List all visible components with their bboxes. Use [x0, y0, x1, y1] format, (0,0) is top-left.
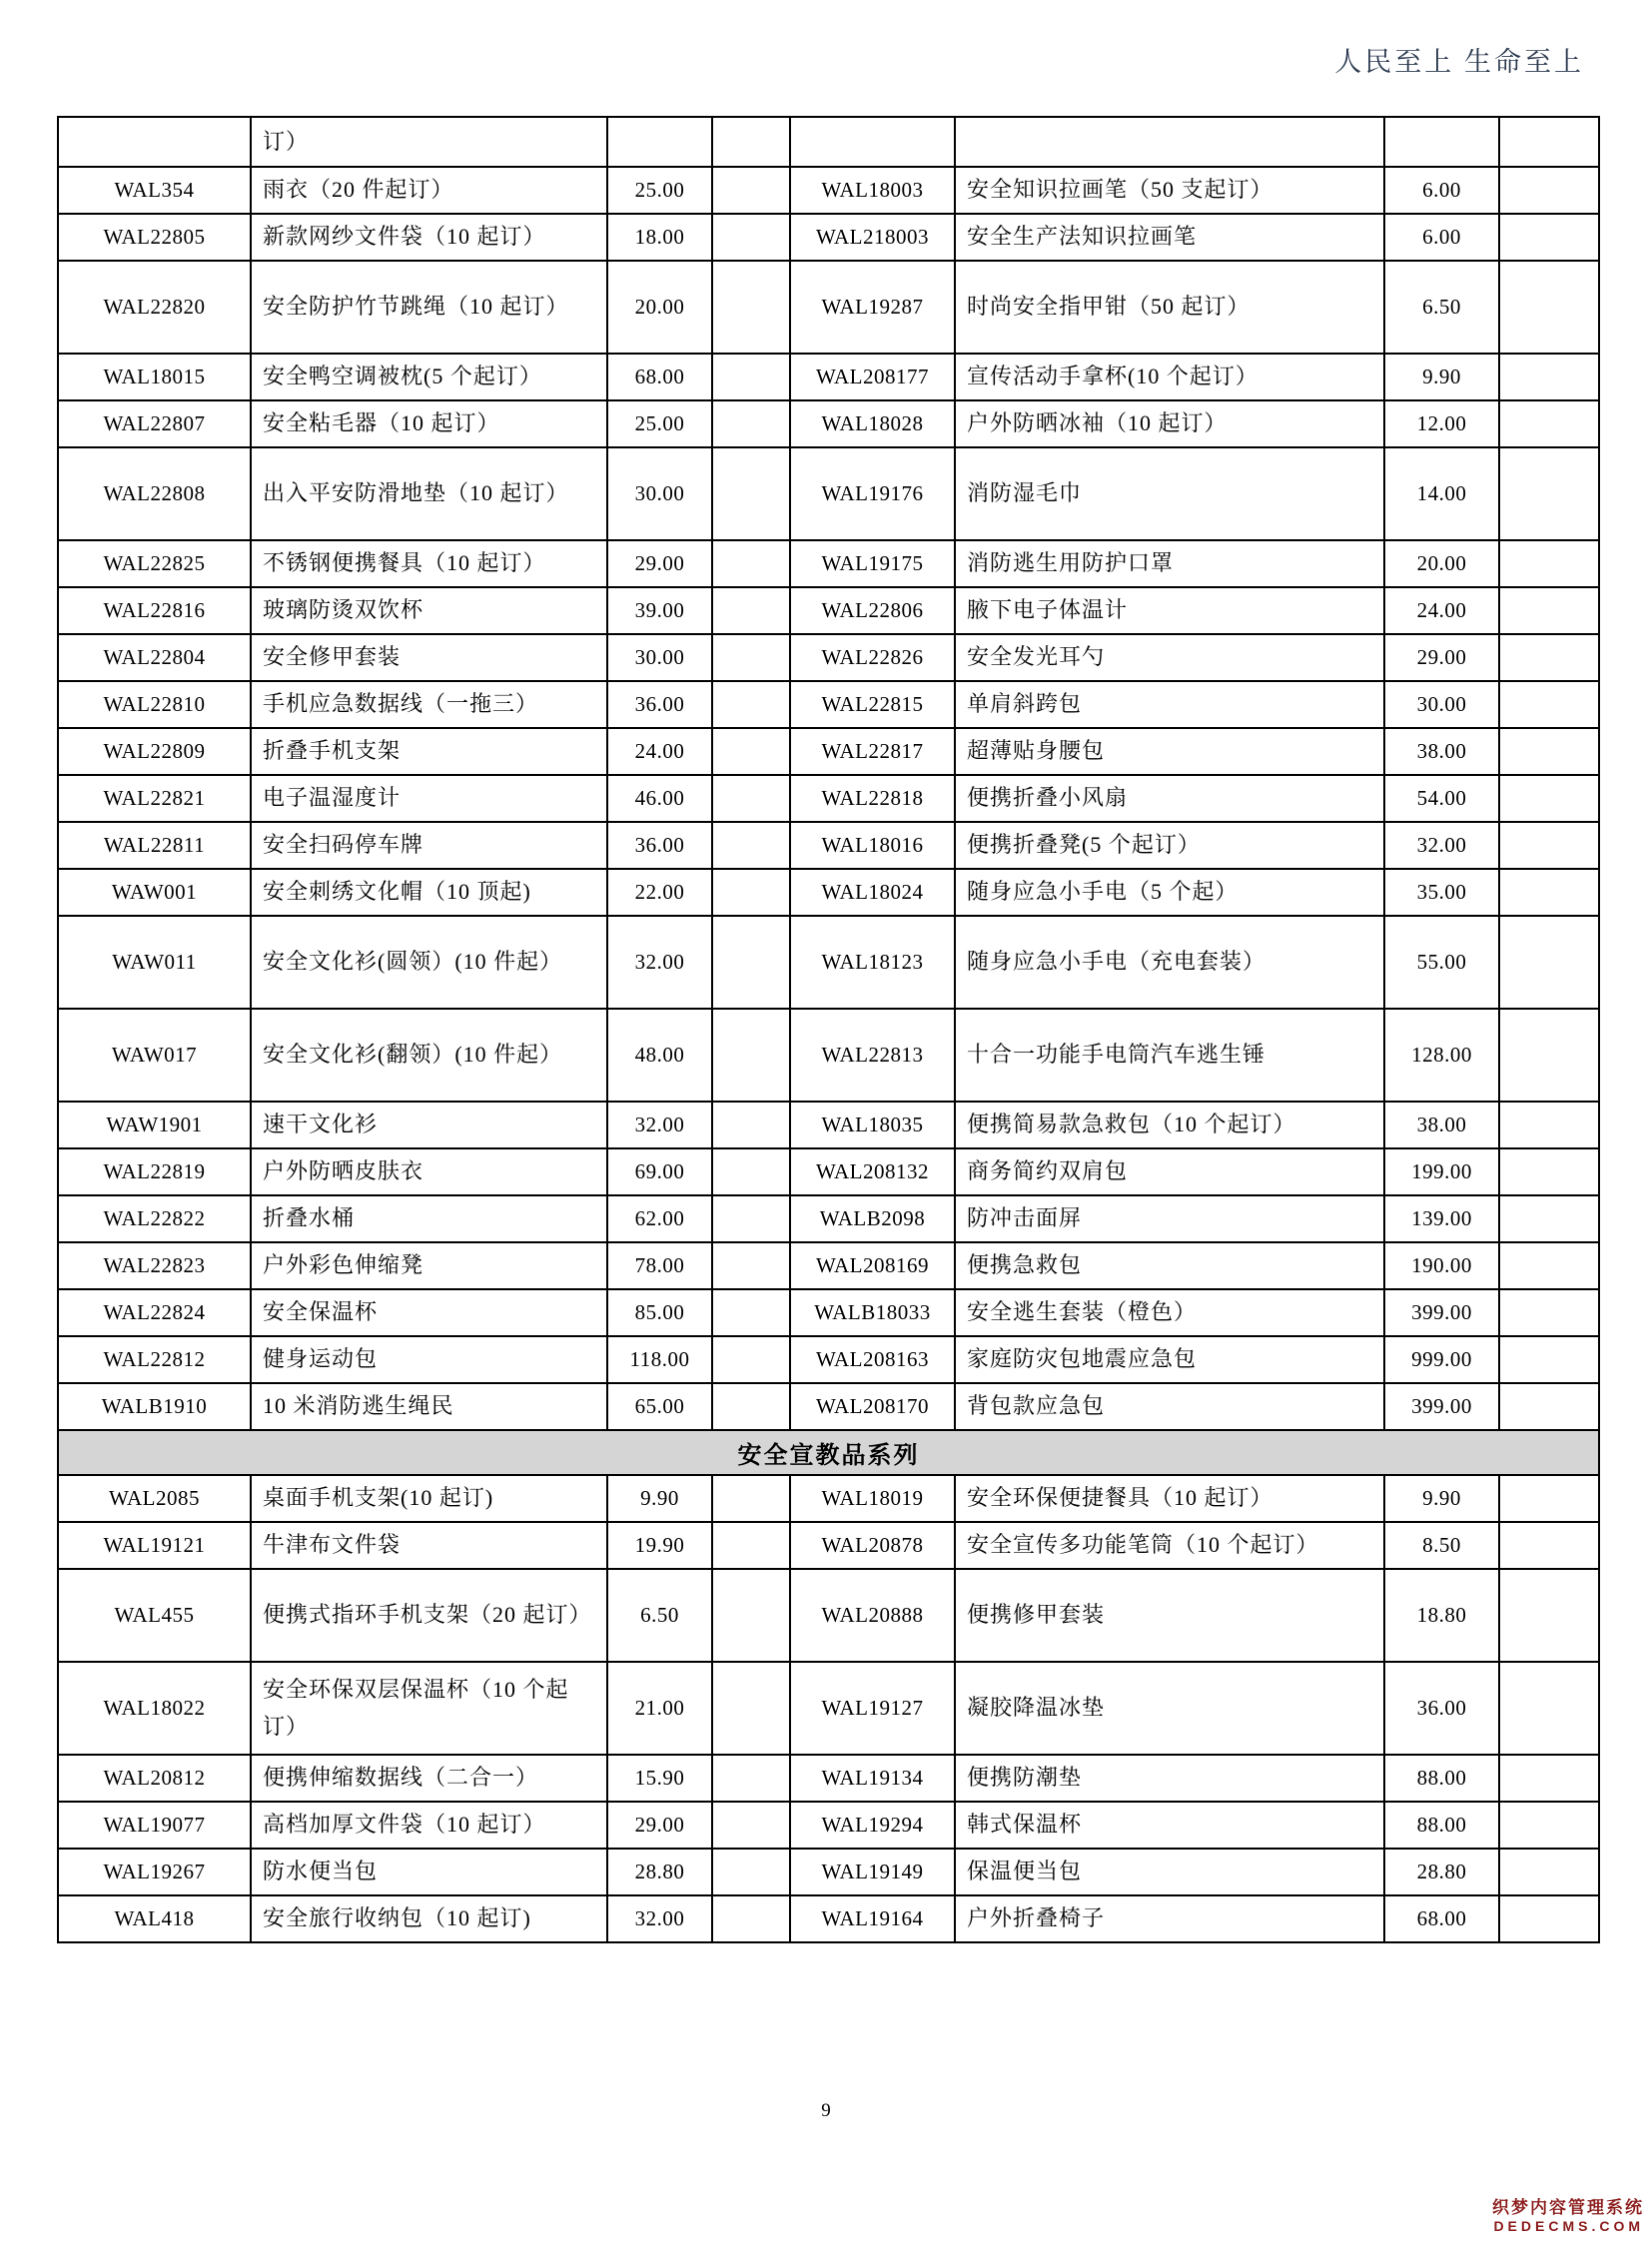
page-header-slogan: 人民至上 生命至上 [1334, 47, 1584, 77]
product-code: WAL22821 [58, 775, 251, 822]
empty-cell [712, 1849, 790, 1895]
product-price: 78.00 [607, 1242, 712, 1289]
product-name: 高档加厚文件袋（10 起订） [251, 1802, 607, 1849]
product-price: 36.00 [607, 681, 712, 728]
product-code: WAL22825 [58, 540, 251, 587]
product-name: 安全环保双层保温杯（10 个起订） [251, 1662, 607, 1755]
product-price: 88.00 [1384, 1802, 1499, 1849]
empty-cell [1499, 214, 1599, 261]
product-price: 30.00 [607, 447, 712, 540]
table-row [58, 354, 1599, 400]
product-name: 安全文化衫(圆领）(10 件起） [251, 916, 607, 1009]
product-code: WAL208170 [790, 1383, 955, 1430]
empty-cell [1499, 1242, 1599, 1289]
product-price: 30.00 [1384, 681, 1499, 728]
product-price: 29.00 [607, 1802, 712, 1849]
product-code: WAL22806 [790, 587, 955, 634]
product-name: 雨衣（20 件起订） [251, 167, 607, 214]
product-price: 68.00 [1384, 1895, 1499, 1942]
product-price: 39.00 [607, 587, 712, 634]
empty-cell [1499, 1522, 1599, 1569]
empty-cell [712, 587, 790, 634]
empty-cell [1499, 916, 1599, 1009]
empty-cell [1499, 540, 1599, 587]
table-row [58, 540, 1599, 587]
empty-cell [1499, 1195, 1599, 1242]
product-code: WAL22820 [58, 261, 251, 354]
product-name: 户外防晒皮肤衣 [251, 1148, 607, 1195]
table-row [58, 1569, 1599, 1662]
product-code: WAL22809 [58, 728, 251, 775]
product-code: WAL18016 [790, 822, 955, 869]
product-code: WAL19121 [58, 1522, 251, 1569]
empty-cell [1499, 1289, 1599, 1336]
product-code: WAL22813 [790, 1009, 955, 1102]
product-name: 健身运动包 [251, 1336, 607, 1383]
table-row [58, 400, 1599, 447]
product-price: 55.00 [1384, 916, 1499, 1009]
product-code: WAL19077 [58, 1802, 251, 1849]
table-row [58, 1289, 1599, 1336]
product-code: WAL18123 [790, 916, 955, 1009]
product-price: 25.00 [607, 167, 712, 214]
product-price: 38.00 [1384, 1102, 1499, 1148]
product-code: WAL22818 [790, 775, 955, 822]
product-code: WAL22817 [790, 728, 955, 775]
product-name: 背包款应急包 [955, 1383, 1384, 1430]
product-code: WAL22811 [58, 822, 251, 869]
product-price: 6.50 [607, 1569, 712, 1662]
empty-cell [712, 869, 790, 916]
table-row [58, 822, 1599, 869]
table-row [58, 1802, 1599, 1849]
empty-cell [712, 447, 790, 540]
product-name: 超薄贴身腰包 [955, 728, 1384, 775]
product-name: 桌面手机支架(10 起订) [251, 1475, 607, 1522]
product-code: WAL18003 [790, 167, 955, 214]
product-price: 32.00 [1384, 822, 1499, 869]
table-row [58, 1242, 1599, 1289]
table-row [58, 447, 1599, 540]
product-price: 32.00 [607, 916, 712, 1009]
product-code: WAL20888 [790, 1569, 955, 1662]
product-name: 电子温湿度计 [251, 775, 607, 822]
product-code: WAL19267 [58, 1849, 251, 1895]
product-name: 时尚安全指甲钳（50 起订） [955, 261, 1384, 354]
product-name: 新款网纱文件袋（10 起订） [251, 214, 607, 261]
product-code: WAL22822 [58, 1195, 251, 1242]
product-price: 88.00 [1384, 1755, 1499, 1802]
empty-cell [1499, 1148, 1599, 1195]
product-name: 宣传活动手拿杯(10 个起订） [955, 354, 1384, 400]
table-row [58, 681, 1599, 728]
product-price: 38.00 [1384, 728, 1499, 775]
price-table-body [58, 117, 1599, 1942]
empty-cell [712, 1242, 790, 1289]
product-code: WAL455 [58, 1569, 251, 1662]
empty-cell [712, 354, 790, 400]
product-price: 68.00 [607, 354, 712, 400]
product-price: 25.00 [607, 400, 712, 447]
product-name: 随身应急小手电（5 个起） [955, 869, 1384, 916]
empty-cell [1499, 587, 1599, 634]
product-name [955, 117, 1384, 167]
product-code: WAL19127 [790, 1662, 955, 1755]
product-price: 30.00 [607, 634, 712, 681]
table-row [58, 1662, 1599, 1755]
product-price: 24.00 [1384, 587, 1499, 634]
product-price: 199.00 [1384, 1148, 1499, 1195]
empty-cell [712, 1895, 790, 1942]
product-code: WAL20812 [58, 1755, 251, 1802]
product-name: 随身应急小手电（充电套装） [955, 916, 1384, 1009]
product-code: WAL22805 [58, 214, 251, 261]
product-code: WAL208163 [790, 1336, 955, 1383]
table-row [58, 728, 1599, 775]
empty-cell [712, 1148, 790, 1195]
product-code: WAL22819 [58, 1148, 251, 1195]
product-name: 腋下电子体温计 [955, 587, 1384, 634]
product-code [58, 117, 251, 167]
product-code [790, 117, 955, 167]
product-code: WAL418 [58, 1895, 251, 1942]
product-name: 便携简易款急救包（10 个起订） [955, 1102, 1384, 1148]
product-name: 便携折叠小风扇 [955, 775, 1384, 822]
empty-cell [1499, 447, 1599, 540]
product-price: 46.00 [607, 775, 712, 822]
empty-cell [712, 1802, 790, 1849]
product-code: WAL22824 [58, 1289, 251, 1336]
page-number: 9 [821, 2100, 831, 2121]
product-code: WALB2098 [790, 1195, 955, 1242]
product-code: WAW001 [58, 869, 251, 916]
empty-cell [1499, 1336, 1599, 1383]
table-row [58, 214, 1599, 261]
product-code: WAW1901 [58, 1102, 251, 1148]
empty-cell [712, 1569, 790, 1662]
empty-cell [712, 1662, 790, 1755]
product-price: 6.00 [1384, 167, 1499, 214]
empty-cell [712, 1522, 790, 1569]
empty-cell [712, 822, 790, 869]
product-name: 户外折叠椅子 [955, 1895, 1384, 1942]
product-code: WAL22804 [58, 634, 251, 681]
empty-cell [712, 214, 790, 261]
product-code: WAL19287 [790, 261, 955, 354]
product-name: 安全刺绣文化帽（10 顶起) [251, 869, 607, 916]
product-price: 35.00 [1384, 869, 1499, 916]
product-price: 9.90 [1384, 1475, 1499, 1522]
empty-cell [1499, 1849, 1599, 1895]
product-price: 6.00 [1384, 214, 1499, 261]
empty-cell [712, 261, 790, 354]
empty-cell [712, 775, 790, 822]
empty-cell [1499, 775, 1599, 822]
empty-cell [1499, 1569, 1599, 1662]
empty-cell [1499, 261, 1599, 354]
empty-cell [712, 1102, 790, 1148]
product-code: WAL20878 [790, 1522, 955, 1569]
product-name: 不锈钢便携餐具（10 起订） [251, 540, 607, 587]
product-name: 户外彩色伸缩凳 [251, 1242, 607, 1289]
product-code: WAL22816 [58, 587, 251, 634]
empty-cell [1499, 354, 1599, 400]
product-price: 24.00 [607, 728, 712, 775]
product-name: 订） [251, 117, 607, 167]
product-name: 安全文化衫(翻领）(10 件起） [251, 1009, 607, 1102]
empty-cell [1499, 1475, 1599, 1522]
empty-cell [1499, 1802, 1599, 1849]
table-row [58, 1895, 1599, 1942]
product-code: WAL22826 [790, 634, 955, 681]
cms-watermark-domain: DEDECMS.COM [1493, 2218, 1644, 2234]
product-price: 29.00 [1384, 634, 1499, 681]
product-code: WAL22810 [58, 681, 251, 728]
product-code: WAL2085 [58, 1475, 251, 1522]
product-price: 85.00 [607, 1289, 712, 1336]
product-code: WAL18028 [790, 400, 955, 447]
product-price: 21.00 [607, 1662, 712, 1755]
empty-cell [1499, 869, 1599, 916]
product-name: 安全鸭空调被枕(5 个起订） [251, 354, 607, 400]
empty-cell [712, 540, 790, 587]
empty-cell [712, 167, 790, 214]
product-name: 安全发光耳勺 [955, 634, 1384, 681]
product-name: 便携急救包 [955, 1242, 1384, 1289]
product-name: 便携折叠凳(5 个起订） [955, 822, 1384, 869]
product-code: WAL19175 [790, 540, 955, 587]
product-name: 保温便当包 [955, 1849, 1384, 1895]
product-price: 399.00 [1384, 1383, 1499, 1430]
product-code: WALB18033 [790, 1289, 955, 1336]
table-row [58, 916, 1599, 1009]
product-price: 19.90 [607, 1522, 712, 1569]
product-code: WAL19164 [790, 1895, 955, 1942]
table-row [58, 775, 1599, 822]
product-name: 安全生产法知识拉画笔 [955, 214, 1384, 261]
empty-cell [712, 681, 790, 728]
product-name: 安全扫码停车牌 [251, 822, 607, 869]
product-price: 8.50 [1384, 1522, 1499, 1569]
empty-cell [1499, 1102, 1599, 1148]
product-code: WAL354 [58, 167, 251, 214]
product-price: 65.00 [607, 1383, 712, 1430]
product-name: 安全宣传多功能笔筒（10 个起订） [955, 1522, 1384, 1569]
product-name: 便携式指环手机支架（20 起订） [251, 1569, 607, 1662]
product-price: 69.00 [607, 1148, 712, 1195]
product-name: 安全防护竹节跳绳（10 起订） [251, 261, 607, 354]
table-row [58, 1336, 1599, 1383]
product-name: 便携伸缩数据线（二合一） [251, 1755, 607, 1802]
product-price: 36.00 [607, 822, 712, 869]
product-price: 32.00 [607, 1102, 712, 1148]
table-row [58, 587, 1599, 634]
empty-cell [1499, 822, 1599, 869]
product-code: WAL218003 [790, 214, 955, 261]
product-name: 牛津布文件袋 [251, 1522, 607, 1569]
product-name: 安全粘毛器（10 起订） [251, 400, 607, 447]
product-price: 28.80 [1384, 1849, 1499, 1895]
product-price [1384, 117, 1499, 167]
product-code: WAL208177 [790, 354, 955, 400]
product-price: 32.00 [607, 1895, 712, 1942]
product-code: WAL18015 [58, 354, 251, 400]
product-name: 安全保温杯 [251, 1289, 607, 1336]
table-row [58, 167, 1599, 214]
product-name: 折叠水桶 [251, 1195, 607, 1242]
table-row [58, 1522, 1599, 1569]
product-name: 消防逃生用防护口罩 [955, 540, 1384, 587]
table-row [58, 1475, 1599, 1522]
cms-watermark-text: 织梦内容管理系统 [1492, 2198, 1644, 2217]
empty-cell [1499, 728, 1599, 775]
empty-cell [712, 916, 790, 1009]
product-code: WAL19134 [790, 1755, 955, 1802]
table-row [58, 1849, 1599, 1895]
product-name: 商务简约双肩包 [955, 1148, 1384, 1195]
table-row [58, 1383, 1599, 1430]
product-price: 48.00 [607, 1009, 712, 1102]
product-price [607, 117, 712, 167]
product-code: WAW017 [58, 1009, 251, 1102]
product-name: 安全旅行收纳包（10 起订) [251, 1895, 607, 1942]
product-name: 防冲击面屏 [955, 1195, 1384, 1242]
empty-cell [712, 1383, 790, 1430]
product-code: WAL22807 [58, 400, 251, 447]
product-code: WAW011 [58, 916, 251, 1009]
table-row [58, 117, 1599, 167]
product-price: 9.90 [1384, 354, 1499, 400]
empty-cell [712, 1009, 790, 1102]
empty-cell [712, 1475, 790, 1522]
product-price: 9.90 [607, 1475, 712, 1522]
product-price: 36.00 [1384, 1662, 1499, 1755]
product-name: 安全知识拉画笔（50 支起订） [955, 167, 1384, 214]
product-price: 399.00 [1384, 1289, 1499, 1336]
product-name: 折叠手机支架 [251, 728, 607, 775]
empty-cell [712, 634, 790, 681]
product-code: WAL18035 [790, 1102, 955, 1148]
product-code: WAL18022 [58, 1662, 251, 1755]
empty-cell [712, 400, 790, 447]
product-code: WAL22808 [58, 447, 251, 540]
empty-cell [1499, 117, 1599, 167]
product-code: WAL22823 [58, 1242, 251, 1289]
product-price: 20.00 [1384, 540, 1499, 587]
product-price: 6.50 [1384, 261, 1499, 354]
empty-cell [1499, 634, 1599, 681]
product-code: WALB1910 [58, 1383, 251, 1430]
section-header: 安全宣教品系列 [58, 1430, 1599, 1475]
product-name: 防水便当包 [251, 1849, 607, 1895]
empty-cell [712, 1289, 790, 1336]
product-price: 128.00 [1384, 1009, 1499, 1102]
section-row [58, 1430, 1599, 1475]
product-code: WAL208169 [790, 1242, 955, 1289]
empty-cell [1499, 400, 1599, 447]
empty-cell [712, 1195, 790, 1242]
product-name: 单肩斜跨包 [955, 681, 1384, 728]
table-row [58, 1009, 1599, 1102]
product-code: WAL19176 [790, 447, 955, 540]
product-price: 29.00 [607, 540, 712, 587]
product-price: 22.00 [607, 869, 712, 916]
table-row [58, 634, 1599, 681]
table-row [58, 1195, 1599, 1242]
product-price: 20.00 [607, 261, 712, 354]
product-name: 家庭防灾包地震应急包 [955, 1336, 1384, 1383]
product-name: 玻璃防烫双饮杯 [251, 587, 607, 634]
empty-cell [1499, 1755, 1599, 1802]
table-row [58, 1102, 1599, 1148]
empty-cell [712, 1755, 790, 1802]
product-name: 安全环保便捷餐具（10 起订） [955, 1475, 1384, 1522]
product-name: 安全修甲套装 [251, 634, 607, 681]
product-code: WAL208132 [790, 1148, 955, 1195]
product-name: 消防湿毛巾 [955, 447, 1384, 540]
product-price: 18.00 [607, 214, 712, 261]
product-code: WAL19294 [790, 1802, 955, 1849]
product-price: 139.00 [1384, 1195, 1499, 1242]
product-price: 14.00 [1384, 447, 1499, 540]
product-price: 118.00 [607, 1336, 712, 1383]
product-code: WAL22815 [790, 681, 955, 728]
product-price: 12.00 [1384, 400, 1499, 447]
empty-cell [1499, 1662, 1599, 1755]
cms-watermark [1492, 2193, 1644, 2234]
product-name: 10 米消防逃生绳民 [251, 1383, 607, 1430]
table-row [58, 261, 1599, 354]
product-price: 18.80 [1384, 1569, 1499, 1662]
product-name: 安全逃生套装（橙色） [955, 1289, 1384, 1336]
table-row [58, 1148, 1599, 1195]
product-code: WAL22812 [58, 1336, 251, 1383]
table-row [58, 869, 1599, 916]
empty-cell [712, 1336, 790, 1383]
product-price: 62.00 [607, 1195, 712, 1242]
product-name: 速干文化衫 [251, 1102, 607, 1148]
empty-cell [1499, 167, 1599, 214]
product-name: 十合一功能手电筒汽车逃生锤 [955, 1009, 1384, 1102]
product-price: 15.90 [607, 1755, 712, 1802]
product-name: 凝胶降温冰垫 [955, 1662, 1384, 1755]
product-price: 54.00 [1384, 775, 1499, 822]
product-name: 手机应急数据线（一拖三） [251, 681, 607, 728]
empty-cell [712, 117, 790, 167]
empty-cell [712, 728, 790, 775]
product-name: 出入平安防滑地垫（10 起订） [251, 447, 607, 540]
product-name: 便携防潮垫 [955, 1755, 1384, 1802]
product-code: WAL18019 [790, 1475, 955, 1522]
product-price: 190.00 [1384, 1242, 1499, 1289]
product-price: 999.00 [1384, 1336, 1499, 1383]
empty-cell [1499, 1009, 1599, 1102]
table-row [58, 1755, 1599, 1802]
product-code: WAL18024 [790, 869, 955, 916]
empty-cell [1499, 681, 1599, 728]
product-code: WAL19149 [790, 1849, 955, 1895]
price-table [57, 116, 1600, 1943]
product-name: 便携修甲套装 [955, 1569, 1384, 1662]
empty-cell [1499, 1895, 1599, 1942]
product-price: 28.80 [607, 1849, 712, 1895]
product-name: 户外防晒冰袖（10 起订） [955, 400, 1384, 447]
product-name: 韩式保温杯 [955, 1802, 1384, 1849]
empty-cell [1499, 1383, 1599, 1430]
